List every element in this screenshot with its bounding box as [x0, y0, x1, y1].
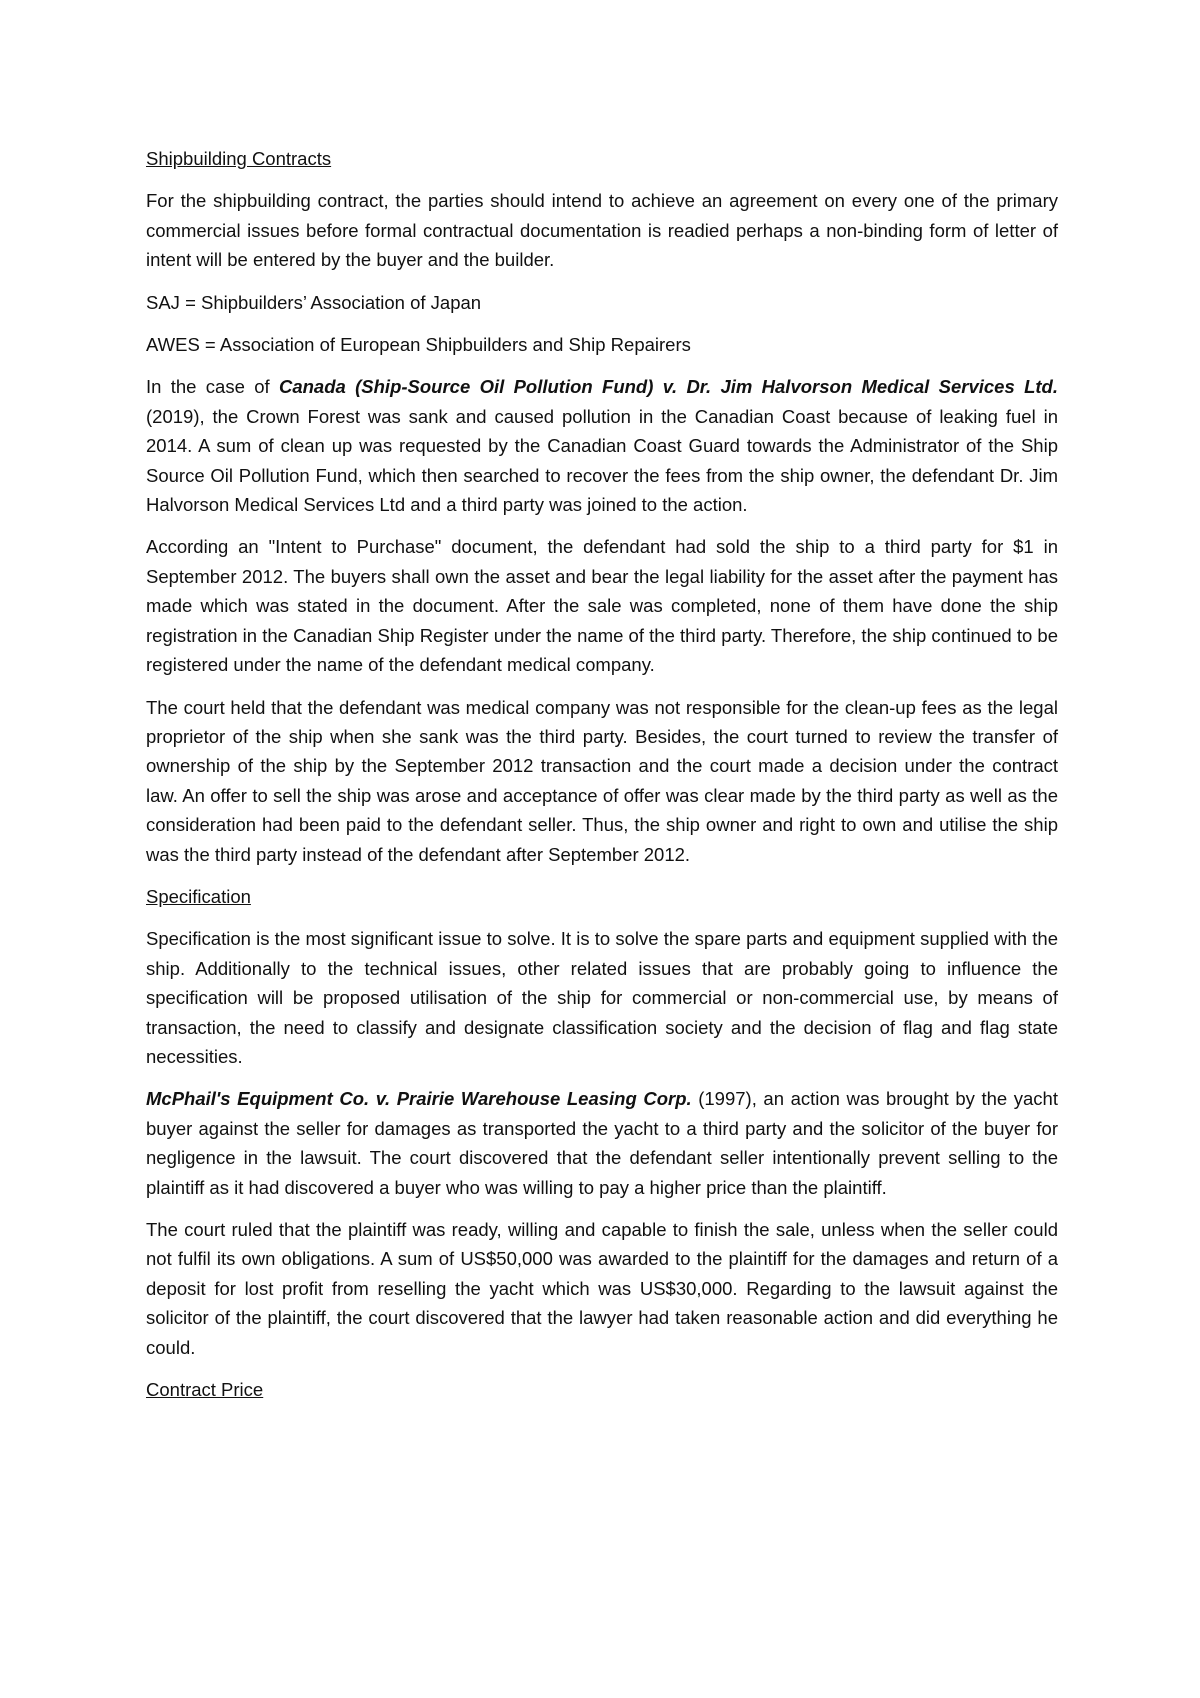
definition-awes: AWES = Association of European Shipbuilders and Ship Repairers	[146, 334, 691, 356]
heading-contract-price: Contract Price	[146, 1379, 264, 1401]
paragraph-case-canada	[146, 372, 1058, 519]
paragraph-intent-to-purchase: According an "Intent to Purchase" document, the defendant had sold the ship to a third party for $1 in September 2012. The buyers shall own the asset and bear the legal liability for the asset after the payment has made which was stated in the document. After the sale was completed, none of them have done the ship registration in the Canadian Ship Register under the name of the third party. Therefore, the ship continued to be registered under the name of the defendant medical company.	[146, 536, 1058, 676]
paragraph-court-ruled: The court ruled that the plaintiff was ready, willing and capable to finish the sale, unless when the seller could not fulfil its own obligations. A sum of US$50,000 was awarded to the plaintiff for the damages and return of a deposit for lost profit from reselling the yacht which was US$30,000. Regarding to the lawsuit against the solicitor of the plaintiff, the court discovered that the lawyer had taken reasonable action and did everything he could.	[146, 1219, 1058, 1358]
case-name-canada: Canada (Ship-Source Oil Pollution Fund) v. Dr. Jim Halvorson Medical Services Ltd.	[278, 376, 1058, 398]
heading-shipbuilding-contracts: Shipbuilding Contracts	[146, 148, 332, 169]
document-page	[146, 144, 1058, 1417]
paragraph-shipbuilding-intro: For the shipbuilding contract, the parties should intend to achieve an agreement on every one of the primary commercial issues before formal contractual documentation is readied perhaps a non-binding form of letter of intent will be entered by the buyer and the builder.	[146, 190, 1058, 271]
case-intro-text: In the case of	[146, 376, 279, 398]
paragraph-case-mcphail	[146, 1084, 1058, 1202]
definition-saj: SAJ = Shipbuilders’ Association of Japan	[146, 291, 482, 313]
case-name-mcphail: McPhail's Equipment Co. v. Prairie Warehouse Leasing Corp.	[146, 1088, 692, 1110]
paragraph-court-held: The court held that the defendant was medical company was not responsible for the clean-up fees as the legal proprietor of the ship when she sank was the third party. Besides, the court turned to review the transfer of ownership of the ship by the September 2012 transaction and the court made a decision under the contract law. An offer to sell the ship was arose and acceptance of offer was clear made by the third party as well as the consideration had been paid to the defendant seller. Thus, the ship owner and right to own and utilise the ship was the third party instead of the defendant after September 2012.	[146, 696, 1058, 865]
case-mcphail-body: (1997), an action was brought by the yacht buyer against the seller for damages as transported the yacht to a third party and the solicitor of the buyer for negligence in the lawsuit. The court discovered that the defendant seller intentionally prevent selling to the plaintiff as it had discovered a buyer who was willing to pay a higher price than the plaintiff.	[146, 1088, 1058, 1198]
case-canada-body: (2019), the Crown Forest was sank and caused pollution in the Canadian Coast because of leaking fuel in 2014. A sum of clean up was requested by the Canadian Coast Guard towards the Administrator of the Ship Source Oil Pollution Fund, which then searched to recover the fees from the ship owner, the defendant Dr. Jim Halvorson Medical Services Ltd and a third party was joined to the action.	[146, 405, 1058, 516]
heading-specification: Specification	[146, 885, 251, 907]
paragraph-specification: Specification is the most significant issue to solve. It is to solve the spare parts and equipment supplied with the ship. Additionally to the technical issues, other related issues that are probably going to influence the specification will be proposed utilisation of the ship for commercial or non-commercial use, by means of transaction, the need to classify and designate classification society and the decision of flag and flag state necessities.	[146, 928, 1058, 1067]
